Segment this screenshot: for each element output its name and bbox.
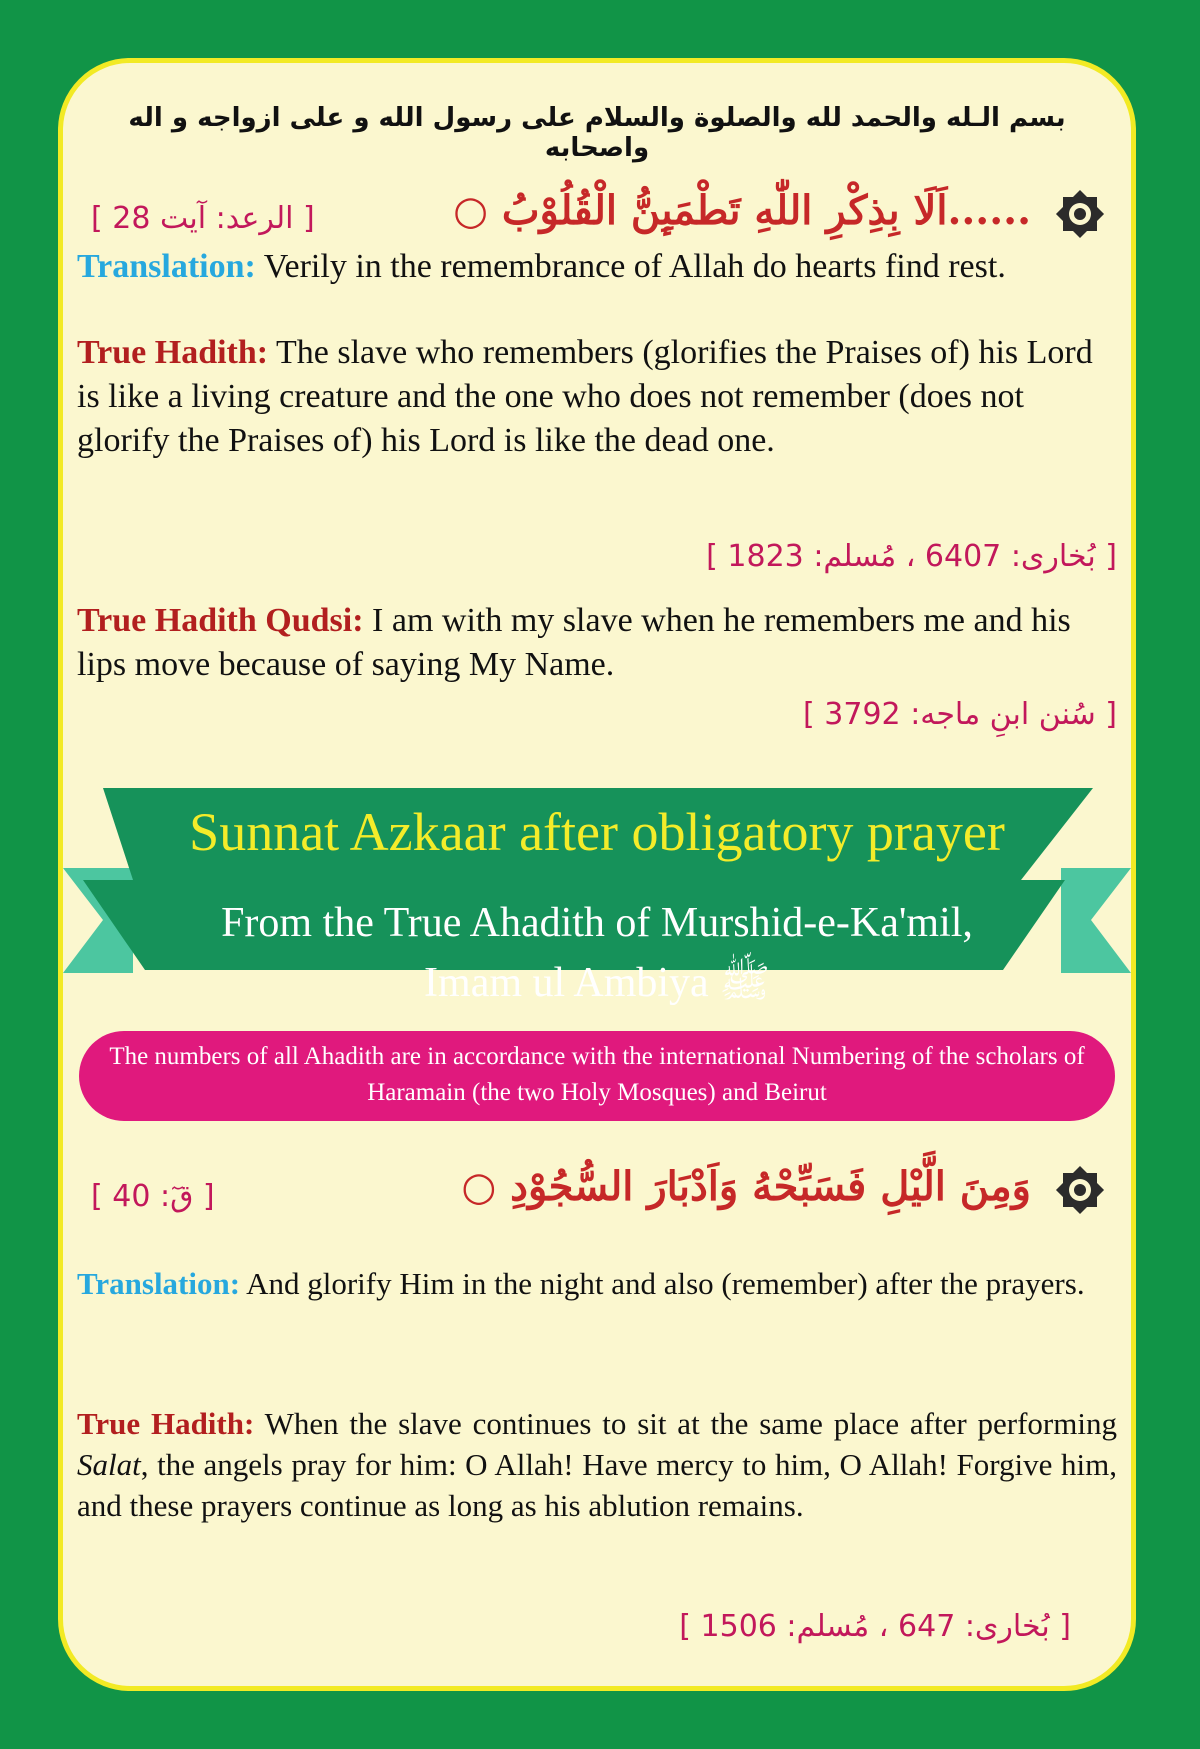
hadith-label-2: True Hadith:	[77, 1406, 255, 1441]
hadith-text-2b: , the angels pray for him: O Allah! Have mercy to him, O Allah! Forgive him, and these prayers continue as long as his ablution remains.	[77, 1447, 1117, 1523]
hadith-paragraph-2	[77, 1403, 1117, 1526]
verse-reference-2: [ قٓ: 40 ]	[91, 1179, 215, 1214]
hadith-reference-2: [ بُخاری: 647 ، مُسلم: 1506 ]	[679, 1609, 1071, 1644]
translation-label: Translation:	[77, 248, 256, 285]
banner-title: Sunnat Azkaar after obligatory prayer	[189, 802, 1005, 862]
eight-point-star-icon	[1053, 187, 1107, 241]
translation-paragraph-2	[77, 1263, 1117, 1305]
translation-paragraph	[77, 245, 1117, 289]
hadith-paragraph	[77, 331, 1117, 463]
hadith-qudsi-label: True Hadith Qudsi:	[77, 602, 364, 639]
verse-reference: [ الرعد: آیت 28 ]	[91, 201, 315, 236]
hadith-qudsi-paragraph	[77, 599, 1117, 687]
eight-point-star-icon	[1053, 1163, 1107, 1217]
quran-verse: ......اَلَا بِذِكْرِ اللّٰهِ تَطْمَىِٕنُّ الْقُلُوْبُ ○	[453, 187, 1031, 234]
hadith-label: True Hadith:	[77, 334, 269, 371]
quran-verse-2: وَمِنَ الَّيْلِ فَسَبِّحْهُ وَاَدْبَارَ السُّجُوْدِ ○	[461, 1163, 1031, 1210]
content-card	[58, 58, 1136, 1691]
hadith-qudsi-text: I am with my slave when he remembers me and his lips move because of saying My Name.	[77, 602, 1071, 683]
salat-word: Salat	[77, 1447, 141, 1482]
bismillah-header: بسم الـله والحمد لله والصلوة والسلام على رسول الله و على ازواجه و اله واصحابه	[128, 103, 1066, 163]
hadith-text-2a: When the slave continues to sit at the same place after performing	[264, 1406, 1117, 1441]
translation-text-2: And glorify Him in the night and also (remember) after the prayers.	[246, 1266, 1085, 1301]
hadith-reference: [ بُخاری: 6407 ، مُسلم: 1823 ]	[706, 539, 1117, 574]
translation-label-2: Translation:	[77, 1266, 241, 1301]
banner-subtitle: From the True Ahadith of Murshid-e-Ka'mil, Imam ul Ambiya ﷺ	[221, 900, 973, 1006]
translation-text: Verily in the remembrance of Allah do hearts find rest.	[263, 248, 1006, 285]
numbering-note: The numbers of all Ahadith are in accordance with the international Numbering of the scholars of Haramain (the two Holy Mosques) and Beirut	[79, 1031, 1115, 1121]
hadith-text: The slave who remembers (glorifies the Praises of) his Lord is like a living creature and the one who does not remember (does not glorify the Praises of) his Lord is like the dead one.	[77, 334, 1093, 459]
hadith-qudsi-reference: [ سُنن ابنِ ماجه: 3792 ]	[803, 697, 1117, 732]
